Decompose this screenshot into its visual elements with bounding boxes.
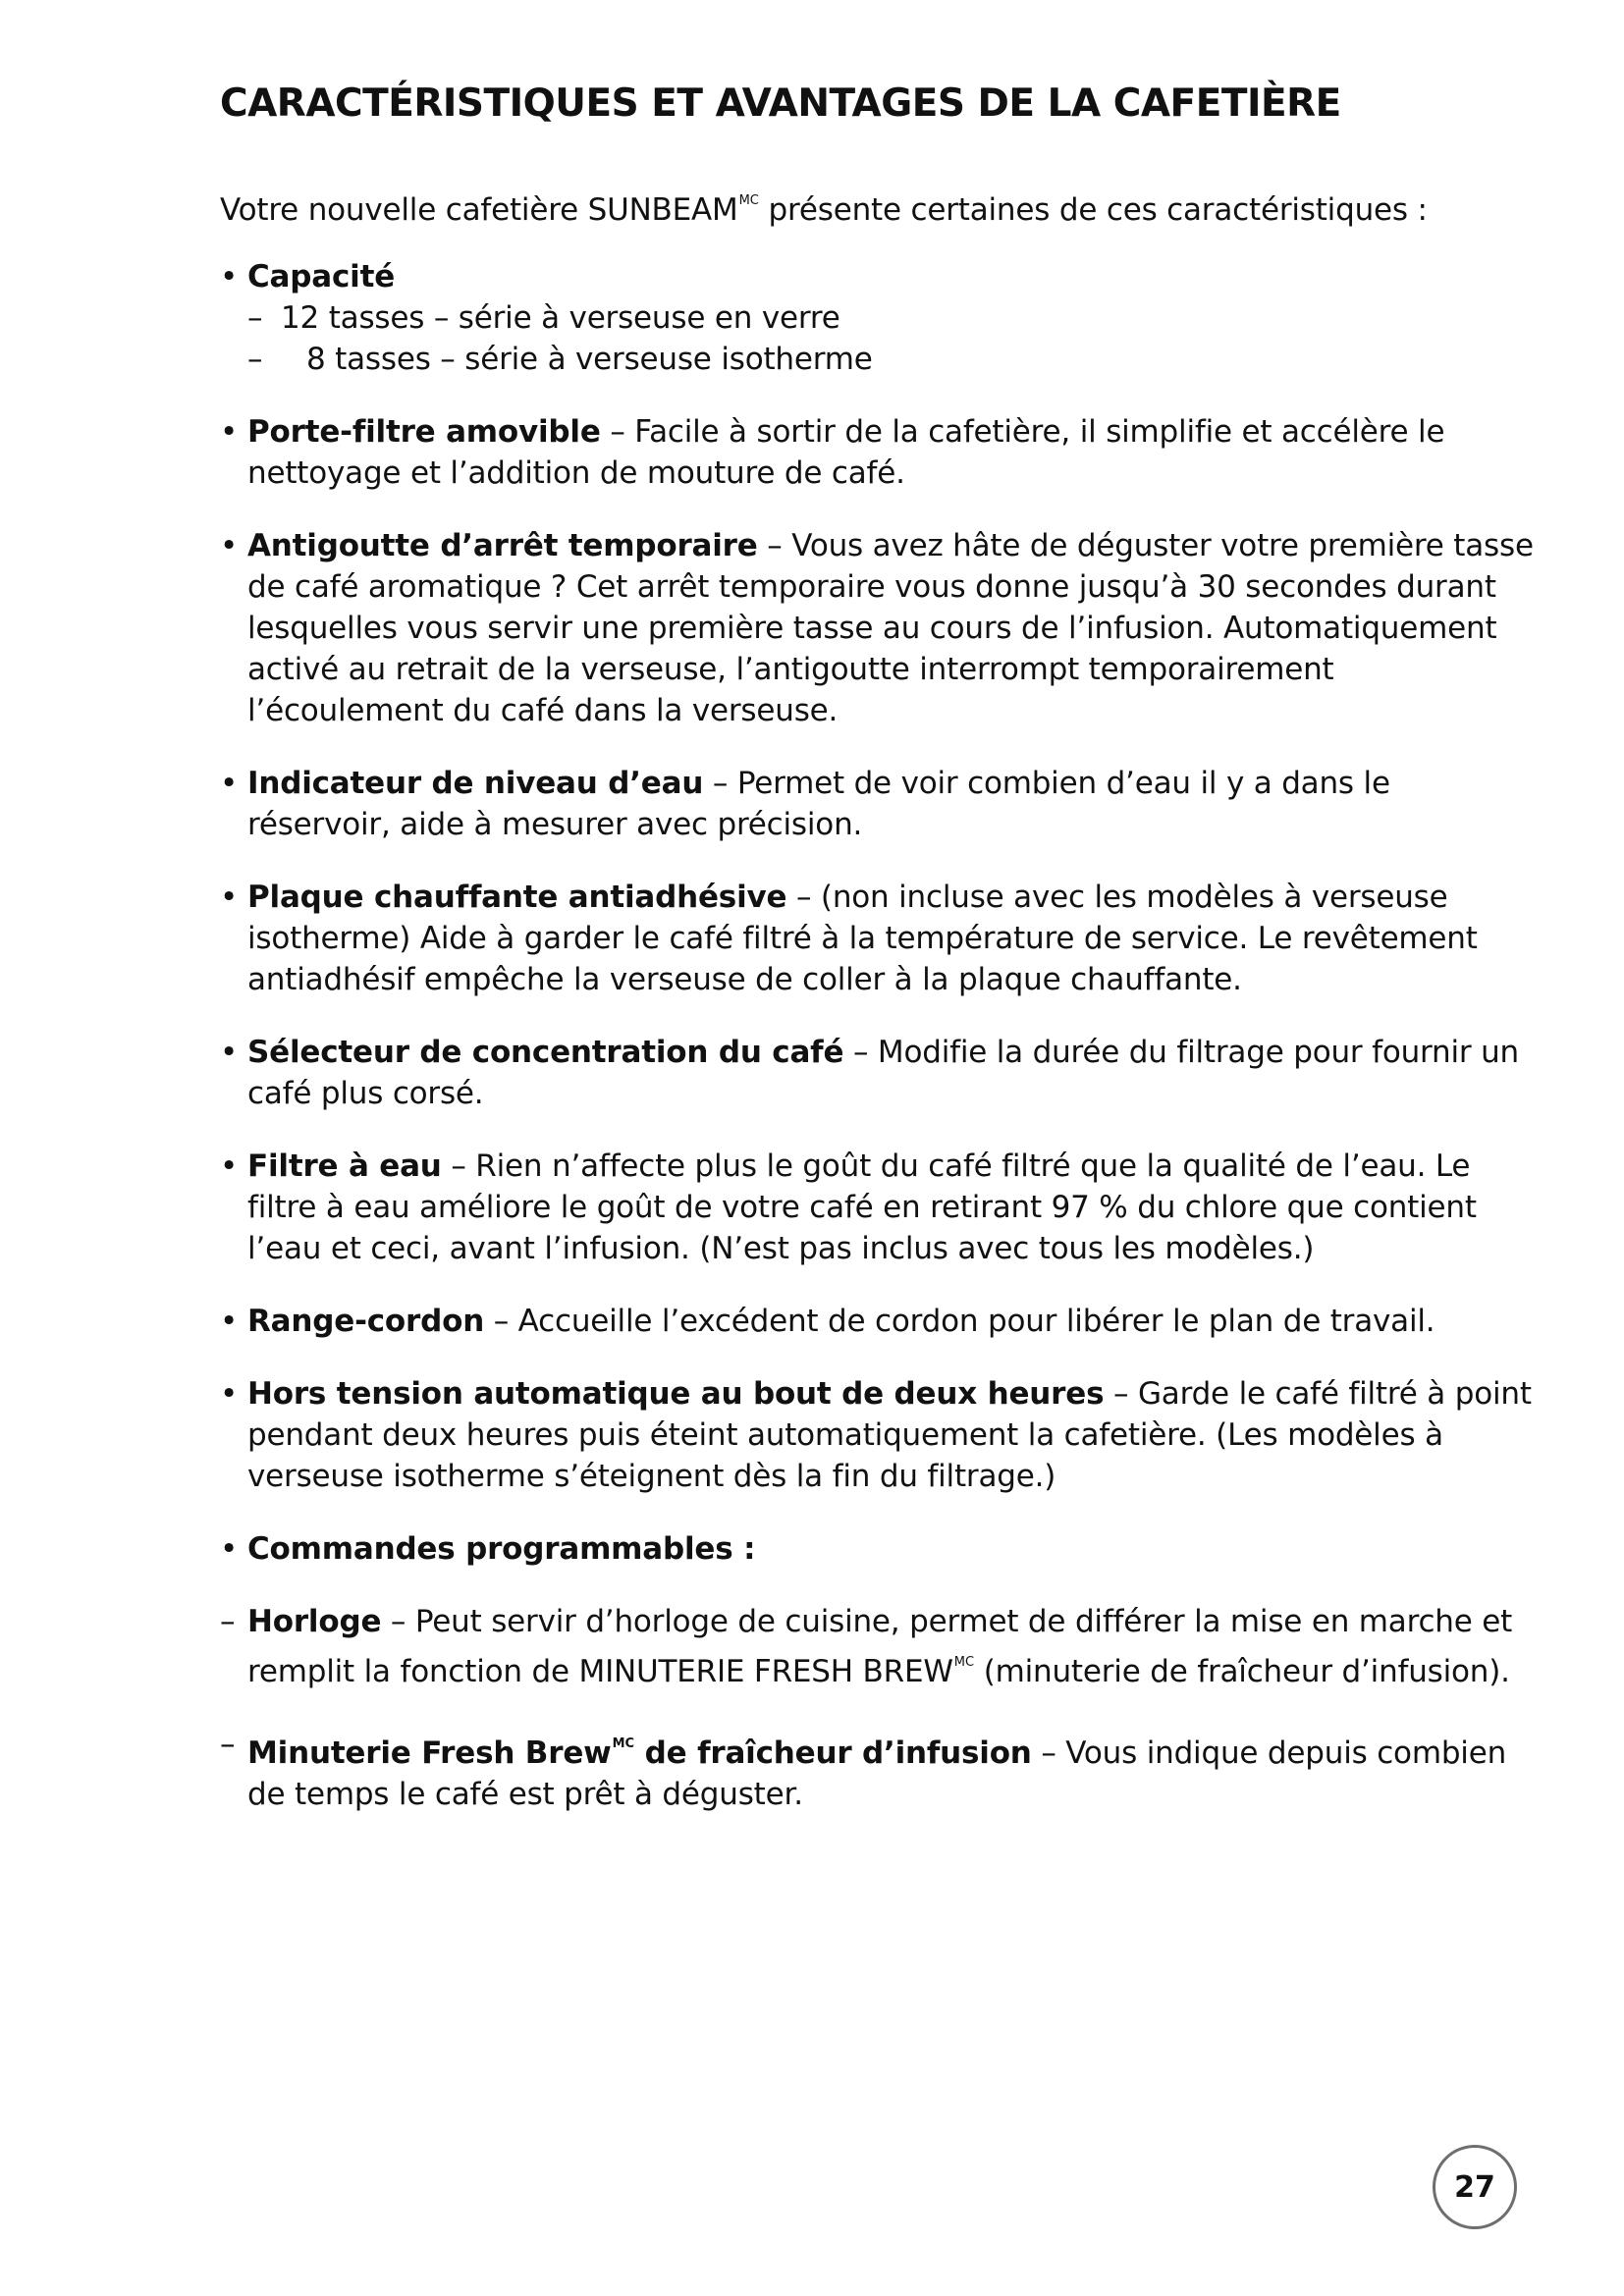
- capacity-text: 12 tasses – série à verseuse en verre: [281, 300, 840, 336]
- sub-feature-clock: [220, 1601, 1536, 1692]
- feature-capacity: [220, 256, 1536, 297]
- feature-description: – Peut servir d’horloge de cuisine, permet de différer la mise en marche et remplit la fonction de MINUTERIE FRESH BREW: [247, 1604, 1513, 1689]
- intro-paragraph: [220, 181, 1536, 231]
- feature-title: Hors tension automatique au bout de deux heures: [247, 1376, 1105, 1412]
- feature-description: – Rien n’affecte plus le goût du café filtré que la qualité de l’eau. Le filtre à eau améliore le goût de votre café en retirant 97 % du chlore que contient l’eau et ceci, avant l’infusion. (N’est pas inclus avec tous les modèles.): [247, 1148, 1477, 1266]
- feature-title: Sélecteur de concentration du café: [247, 1035, 844, 1070]
- capacity-line-glass: [220, 297, 1536, 339]
- feature-description: – Permet de voir combien d’eau il y a dans le réservoir, aide à mesurer avec précision.: [247, 766, 1390, 842]
- bullet-marker: •: [220, 1148, 239, 1184]
- feature-title: Indicateur de niveau d’eau: [247, 766, 704, 801]
- feature-item: [220, 1146, 1536, 1269]
- bullet-marker: •: [220, 766, 239, 801]
- feature-description: – Accueille l’excédent de cordon pour libérer le plan de travail.: [484, 1304, 1435, 1339]
- feature-title: Filtre à eau: [247, 1148, 442, 1184]
- feature-description-end: (minuterie de fraîcheur d’infusion).: [974, 1654, 1510, 1689]
- trademark-mark: MC: [738, 193, 759, 208]
- page-number: 27: [1433, 2145, 1517, 2229]
- feature-title-end: de fraîcheur d’infusion: [634, 1735, 1032, 1771]
- feature-item: [220, 1373, 1536, 1497]
- feature-description: – Facile à sortir de la cafetière, il simplifie et accélère le nettoyage et l’addition de mouture de café.: [247, 414, 1445, 491]
- feature-description: – Vous indique depuis combien de temps le café est prêt à déguster.: [247, 1735, 1507, 1812]
- bullet-marker: •: [220, 1376, 239, 1412]
- feature-item: [220, 763, 1536, 845]
- bullet-marker: •: [220, 259, 239, 294]
- feature-description: – Vous avez hâte de déguster votre première tasse de café aromatique ? Cet arrêt temporaire vous donne jusqu’à 30 secondes durant lesquelles vous servir une première tasse au cours de l’infusion. Automatiquement activé au retrait de la verseuse, l’antigoutte interrompt temporairement l’écoulement du café dans la verseuse.: [247, 528, 1534, 728]
- feature-description: – Modifie la durée du filtrage pour fournir un café plus corsé.: [247, 1035, 1520, 1111]
- feature-title: Commandes programmables :: [247, 1531, 756, 1567]
- trademark-mark: MC: [612, 1736, 635, 1751]
- feature-title: [247, 1735, 1032, 1771]
- bullet-marker: •: [220, 528, 239, 563]
- feature-title: Horloge: [247, 1604, 382, 1639]
- feature-title: Porte-filtre amovible: [247, 414, 601, 450]
- dash-marker: –: [247, 300, 263, 336]
- bullet-marker: •: [220, 1531, 239, 1567]
- feature-description: – Garde le café filtré à point pendant deux heures puis éteint automatiquement la cafetière. (Les modèles à verseuse isotherme s’éteignent dès la fin du filtrage.): [247, 1376, 1532, 1494]
- page-title: CARACTÉRISTIQUES ET AVANTAGES DE LA CAFETIÈRE: [220, 81, 1341, 126]
- bullet-marker: •: [220, 880, 239, 915]
- dash-marker: –: [220, 1727, 236, 1762]
- feature-title: Range-cordon: [247, 1304, 485, 1339]
- trademark-mark: MC: [953, 1655, 975, 1670]
- feature-item: [220, 1032, 1536, 1114]
- bullet-marker: •: [220, 414, 239, 450]
- feature-title: Capacité: [247, 259, 396, 294]
- feature-item: [220, 411, 1536, 494]
- feature-item: [220, 1528, 1536, 1570]
- sub-feature-timer: [220, 1724, 1536, 1815]
- feature-title: Antigoutte d’arrêt temporaire: [247, 528, 758, 563]
- feature-description: – (non incluse avec les modèles à verseuse isotherme) Aide à garder le café filtré à la température de service. Le revêtement antiadhésif empêche la verseuse de coller à la plaque chauffante.: [247, 880, 1478, 997]
- intro-text-end: présente certaines de ces caractéristiques :: [758, 192, 1428, 228]
- feature-title-start: Minuterie Fresh Brew: [247, 1735, 612, 1771]
- dash-marker: –: [220, 1604, 236, 1639]
- feature-item: [220, 877, 1536, 1000]
- bullet-marker: •: [220, 1035, 239, 1070]
- capacity-line-thermal: [220, 339, 1536, 380]
- intro-text: Votre nouvelle cafetière SUNBEAM: [220, 192, 738, 228]
- capacity-text: 8 tasses – série à verseuse isotherme: [306, 342, 873, 377]
- feature-item: [220, 1301, 1536, 1342]
- feature-item: [220, 525, 1536, 731]
- bullet-marker: •: [220, 1304, 239, 1339]
- dash-marker: –: [247, 342, 263, 377]
- feature-title: Plaque chauffante antiadhésive: [247, 880, 787, 915]
- page-content: [220, 75, 1536, 1815]
